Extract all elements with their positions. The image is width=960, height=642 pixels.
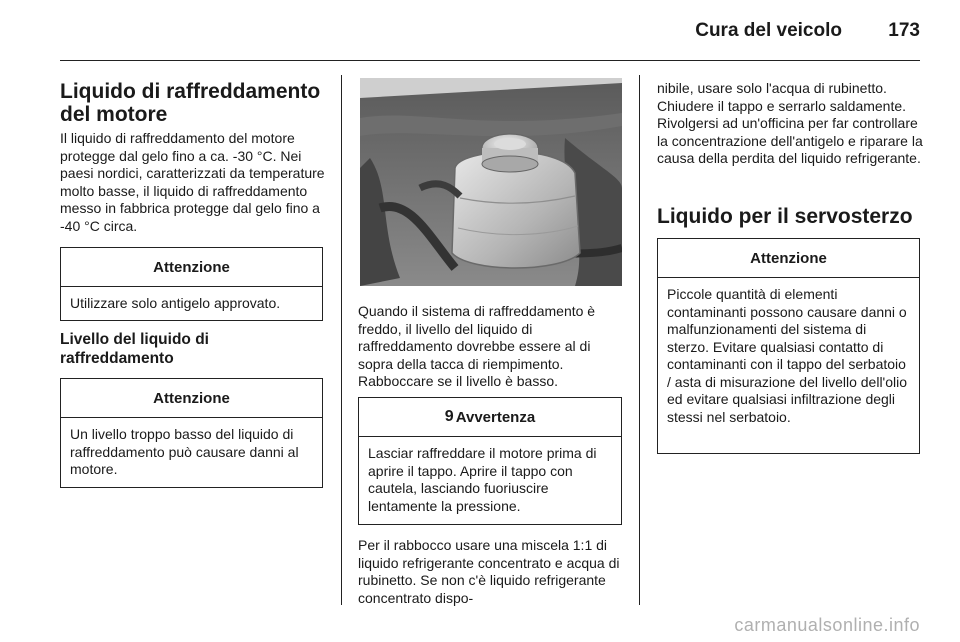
header-rule bbox=[60, 60, 920, 61]
warning-triangle-icon: 9 bbox=[444, 408, 454, 425]
refill-instructions-continued: nibile, usare solo l'acqua di rubinetto. Chiudere il tappo e serrarlo saldamente. Rivolgersi ad un'officina per far controllare la concentrazione dell'antigelo e riparare la causa della perdita del liquido refrigerante. bbox=[657, 80, 923, 166]
caution-title: Attenzione bbox=[61, 379, 322, 418]
caution-text: Utilizzare solo antigelo approvato. bbox=[70, 295, 281, 311]
coolant-intro-text: Il liquido di raffreddamento del motore protegge dal gelo fino a ca. -30 °C. Nei paesi nordici, caratterizzati da temperature molto basse, il liquido di raffreddamento messo in fabbrica protegge dal gelo fino a -40 °C circa. bbox=[60, 130, 325, 234]
caution-box-power-steering bbox=[657, 238, 920, 454]
warning-text: Lasciar raffreddare il motore prima di aprire il tappo. Aprire il tappo con cautela, lasciando fuoriuscire lentamente la pressione. bbox=[368, 445, 597, 514]
column-divider-2 bbox=[639, 75, 640, 605]
caution-box-antifreeze bbox=[60, 247, 323, 321]
warning-title-row bbox=[359, 398, 621, 437]
column-divider-1 bbox=[341, 75, 342, 605]
section-heading-coolant: Liquido di raffreddamento del motore bbox=[60, 80, 321, 126]
caution-title: Attenzione bbox=[658, 239, 919, 278]
engine-coolant-reservoir-photo bbox=[360, 78, 622, 286]
running-header-title: Cura del veicolo bbox=[695, 20, 842, 41]
section-heading-power-steering: Liquido per il servosterzo bbox=[657, 205, 913, 228]
caution-title: Attenzione bbox=[61, 248, 322, 287]
caution-text: Piccole quantità di elementi contaminanti possono causare danni o malfunzionamenti del sistema di sterzo. Evitare qualsiasi contatto di contaminanti con il tappo del serbatoio / asta di misurazione del livello dell'olio ed evitare qualsiasi infiltrazione degli stessi nel serbatoio. bbox=[667, 286, 908, 425]
refill-instructions-text: Per il rabbocco usare una miscela 1:1 di liquido refrigerante concentrato e acqua di rubinetto. Se non c'è liquido refrigerante concentrato dispo- bbox=[358, 537, 620, 606]
watermark: carmanualsonline.info bbox=[734, 615, 920, 635]
page-number: 173 bbox=[888, 20, 920, 41]
warning-title: Avvertenza bbox=[455, 408, 536, 426]
caution-box-low-level bbox=[60, 378, 323, 488]
caution-text: Un livello troppo basso del liquido di raffreddamento può causare danni al motore. bbox=[70, 426, 299, 477]
warning-box-hot-engine bbox=[358, 397, 622, 525]
coolant-level-text: Quando il sistema di raffreddamento è freddo, il livello del liquido di raffreddamento dovrebbe essere al di sopra della tacca di riempimento. Rabboccare se il livello è basso. bbox=[358, 303, 596, 389]
subheading-coolant-level: Livello del liquido di raffreddamento bbox=[60, 331, 209, 367]
